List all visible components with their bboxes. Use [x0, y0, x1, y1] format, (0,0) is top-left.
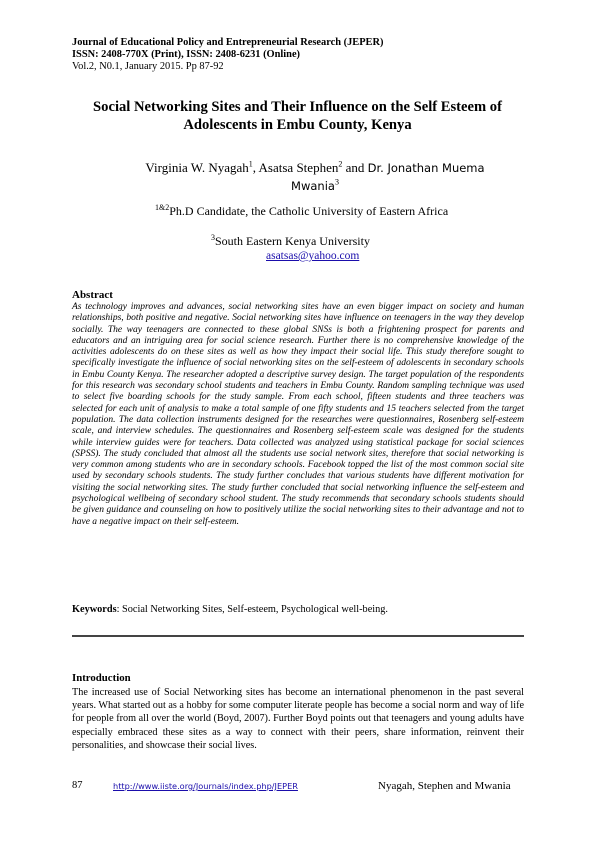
abstract-text: As technology improves and advances, social networking sites have an even bigger impact on society and human relationships, both positive and negative. Social networking sites have influence on teenagers in the way they develop socially. The way teenagers are connected to these global SNSs is both a frightening prospect for parents and educators and an intriguing area for social science research. Further there is no comprehensive knowledge of the activities adolescents do on these sites as well as how they impact their social life. This study therefore sought to specifically investigate the influence of social networking sites on the self-esteem of adolescents in secondary schools in Embu County Kenya. The researcher adopted a descriptive survey design. The target population of the respondents for this research was secondary school students and teachers in Embu County. Random sampling technique was used to select five boarding schools for the study sample. From each school, fifteen students and three teachers was selected for each unit of analysis to make a total sample of one fifty students and 15 teachers selected from the target population. The data collection instruments designed for the researches were questionnaires, Rosenberg self-esteem scale, and interview schedules. The questionnaires and Rosenberg self-esteem scale was designed for the students while interview guides were for teachers. Data collected was analyzed using statistical package for social sciences (SPSS). The study concluded that almost all the students use social network sites, therefore that social networking is very common among students who are in secondary schools. Facebook topped the list of the most common social site used by secondary schools students. The study further concludes that various students have different motivation for visiting the social networking sites. The study further concluded that social networking influence the self-esteem and psychological wellbeing of secondary school student. The study recommends that secondary schools students should be given guidance and counseling on how to positively utilize the social networking sites to their advantage and not to have a negative impact on their self-esteem.: [72, 302, 524, 527]
journal-volume: Vol.2, N0.1, January 2015. Pp 87-92: [72, 61, 224, 72]
keywords-text: : Social Networking Sites, Self-esteem, Psychological well-being.: [116, 604, 389, 615]
journal-header: [72, 37, 532, 73]
introduction-heading: Introduction: [72, 672, 131, 684]
affiliation-2: [211, 234, 370, 249]
affiliation-1: [155, 204, 448, 219]
author-separator: and: [342, 160, 368, 175]
author-list: [120, 159, 510, 195]
affiliation-sup: 1&2: [155, 203, 170, 212]
author-name: Asatsa Stephen: [258, 160, 339, 175]
keywords: [72, 604, 388, 615]
footer-authors: Nyagah, Stephen and Mwania: [378, 780, 511, 792]
author-separator: ,: [252, 160, 259, 175]
author-sup: 3: [334, 177, 339, 187]
affiliation-text: Ph.D Candidate, the Catholic University of Eastern Africa: [169, 204, 449, 218]
paper-title: Social Networking Sites and Their Influence on the Self Esteem of Adolescents in Embu County, Kenya: [93, 99, 502, 133]
journal-issn: ISSN: 2408-770X (Print), ISSN: 2408-6231 (Online): [72, 49, 301, 60]
affiliation-text: South Eastern Kenya University: [215, 234, 370, 248]
email-link[interactable]: asatsas@yahoo.com: [266, 250, 360, 262]
abstract-heading: Abstract: [72, 289, 113, 301]
keywords-label: Keywords: [72, 604, 117, 615]
section-divider: [72, 635, 524, 637]
introduction-text: The increased use of Social Networking sites has become an international phenomenon in the past several years. What started out as a hobby for some computer literate people has become a social norm and way of life for people from all over the world (Boyd, 2007). Further Boyd points out that teenagers and young adults have especially embraced these sites as a way to connect with their peers, share information, reinvent their personalities, and showcase their social lives.: [72, 687, 524, 751]
journal-title: Journal of Educational Policy and Entrepreneurial Research (JEPER): [72, 37, 384, 48]
journal-url-link[interactable]: http://www.iiste.org/Journals/index.php/JEPER: [113, 781, 298, 791]
author-sup: 1: [248, 159, 253, 169]
author-name: Dr. Jonathan Muema Mwania: [291, 161, 485, 193]
affiliation-sup: 3: [211, 233, 215, 242]
page-number: 87: [72, 780, 83, 791]
author-name: Virginia W. Nyagah: [145, 160, 249, 175]
author-sup: 2: [338, 159, 343, 169]
